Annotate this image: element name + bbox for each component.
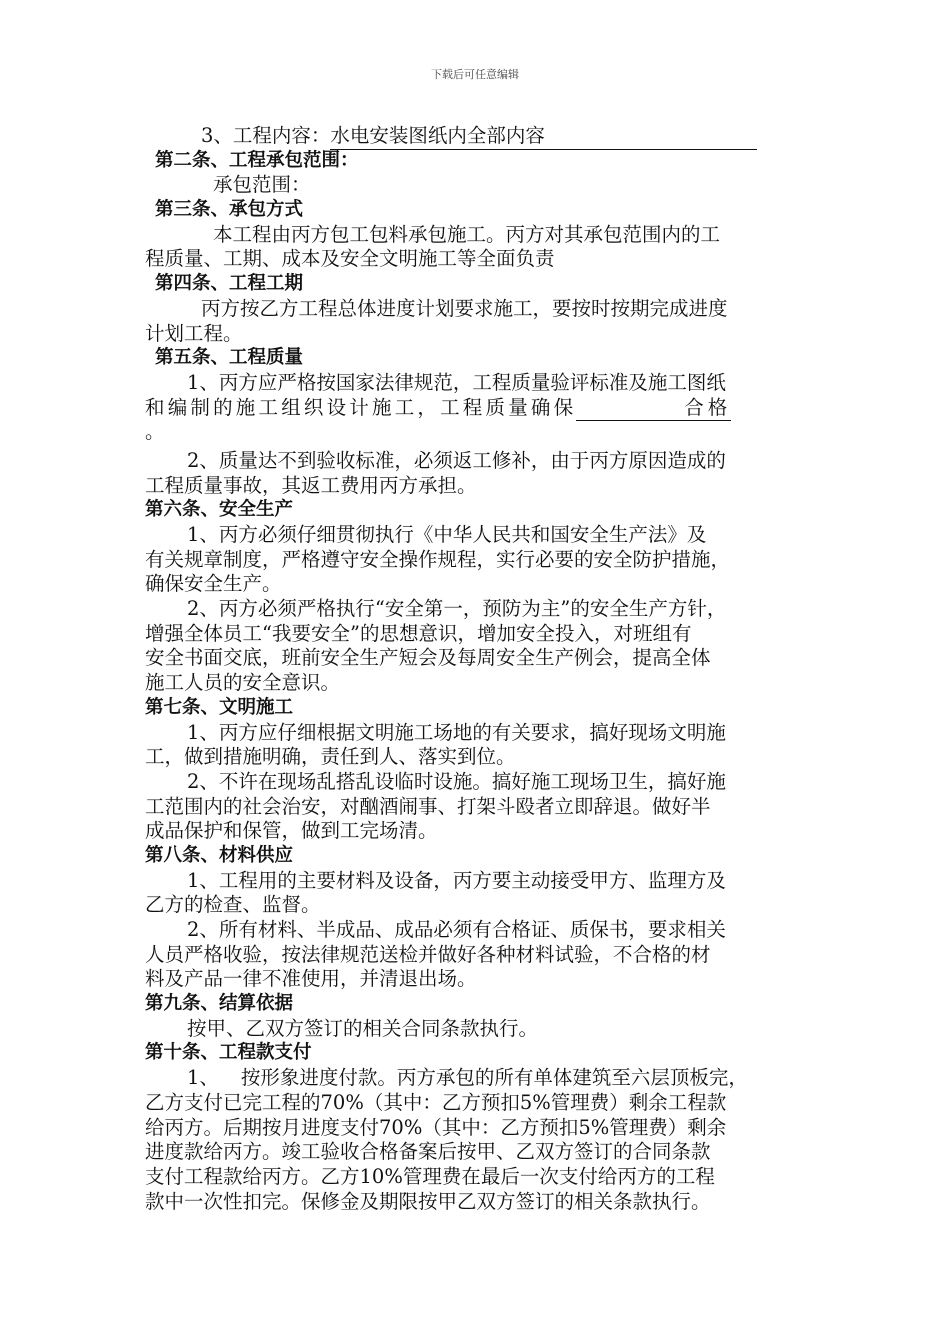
text-line: 2、质量达不到验收标准，必须返工修补，由于丙方原因造成的 bbox=[187, 448, 726, 472]
item-number: 1、 bbox=[187, 1066, 219, 1090]
item-label: 3、工程内容： bbox=[201, 124, 331, 147]
text-line bbox=[145, 1066, 810, 1091]
text-line: 安全书面交底，班前安全生产短会及每周安全生产例会，提高全体 bbox=[145, 646, 711, 670]
text-line: 丙方按乙方工程总体进度计划要求施工，要按时按期完成进度 bbox=[201, 296, 728, 320]
text-line: 增强全体员工“我要安全”的思想意识，增加安全投入，对班组有 bbox=[145, 621, 692, 645]
text-line: 工程质量事故，其返工费用丙方承担。 bbox=[145, 473, 477, 497]
text-line: 进度款给丙方。竣工验收合格备案后按甲、乙双方签订的合同条款 bbox=[145, 1140, 711, 1164]
text-line: 乙方支付已完工程的70%（其中：乙方预扣5%管理费）剩余工程款 bbox=[145, 1090, 727, 1114]
text-line: 料及产品一律不准使用，并清退出场。 bbox=[145, 967, 477, 991]
section-heading-4: 第四条、工程工期 bbox=[155, 273, 304, 295]
content-line bbox=[145, 124, 810, 149]
text-line: 。 bbox=[145, 420, 165, 444]
text-line: 有关规章制度，严格遵守安全操作规程，实行必要的安全防护措施， bbox=[145, 547, 731, 571]
text-line: 1、工程用的主要材料及设备，丙方要主动接受甲方、监理方及 bbox=[187, 868, 726, 892]
text-line: 2、不许在现场乱搭乱设临时设施。搞好施工现场卫生，搞好施 bbox=[187, 769, 726, 793]
text-line: 乙方的检查、监督。 bbox=[145, 893, 321, 917]
section-heading-2: 第二条、工程承包范围： bbox=[155, 149, 359, 171]
section-heading-9: 第九条、结算依据 bbox=[145, 993, 294, 1015]
quality-text: 和编制的施工组织设计施工，工程质量确保 bbox=[145, 395, 577, 419]
payment-text: 按形象进度付款。丙方承包的所有单体建筑至六层顶板完， bbox=[240, 1066, 748, 1090]
text-line: 成品保护和保管，做到工完场清。 bbox=[145, 819, 438, 843]
text-line bbox=[145, 396, 810, 421]
section-heading-10: 第十条、工程款支付 bbox=[145, 1042, 312, 1064]
text-line: 人员严格收验，按法律规范送检并做好各种材料试验，不合格的材 bbox=[145, 942, 711, 966]
text-line: 2、丙方必须严格执行“安全第一，预防为主”的安全生产方针， bbox=[187, 597, 727, 621]
text-line: 1、丙方应严格按国家法律规范，工程质量验评标准及施工图纸 bbox=[187, 370, 726, 394]
contract-body bbox=[145, 124, 810, 1214]
text-line: 按甲、乙双方签订的相关合同条款执行。 bbox=[187, 1016, 539, 1040]
text-line: 确保安全生产。 bbox=[145, 572, 282, 596]
text-line: 程质量、工期、成本及安全文明施工等全面负责 bbox=[145, 247, 555, 271]
text-line: 本工程由丙方包工包料承包施工。丙方对其承包范围内的工 bbox=[213, 222, 721, 246]
text-line: 支付工程款给丙方。乙方10%管理费在最后一次支付给丙方的工程 bbox=[145, 1164, 715, 1188]
quality-underline bbox=[576, 396, 731, 422]
section-heading-3: 第三条、承包方式 bbox=[155, 199, 304, 221]
section-heading-8: 第八条、材料供应 bbox=[145, 844, 294, 866]
section-heading-6: 第六条、安全生产 bbox=[145, 499, 294, 521]
work-content-value: 水电安装图纸内全部内容 bbox=[330, 124, 545, 147]
text-line: 计划工程。 bbox=[145, 321, 243, 345]
page-header: 下载后可任意编辑 bbox=[431, 68, 519, 81]
text-line: 给丙方。后期按月进度支付70%（其中：乙方预扣5%管理费）剩余 bbox=[145, 1115, 727, 1139]
section-heading-7: 第七条、文明施工 bbox=[145, 696, 294, 718]
text-line: 承包范围： bbox=[213, 173, 311, 197]
text-line: 1、丙方应仔细根据文明施工场地的有关要求，搞好现场文明施 bbox=[187, 720, 726, 744]
underlined-value bbox=[330, 124, 757, 150]
text-line: 工范围内的社会治安，对酗酒闹事、打架斗殴者立即辞退。做好半 bbox=[145, 794, 711, 818]
quality-value: 合格 bbox=[684, 395, 732, 419]
text-line: 款中一次性扣完。保修金及期限按甲乙双方签订的相关条款执行。 bbox=[145, 1189, 711, 1213]
text-line: 施工人员的安全意识。 bbox=[145, 671, 341, 695]
text-line: 1、丙方必须仔细贯彻执行《中华人民共和国安全生产法》及 bbox=[187, 523, 707, 546]
text-line: 2、所有材料、半成品、成品必须有合格证、质保书，要求相关 bbox=[187, 918, 726, 941]
section-heading-5: 第五条、工程质量 bbox=[155, 347, 304, 369]
text-line: 工，做到措施明确，责任到人、落实到位。 bbox=[145, 745, 516, 769]
